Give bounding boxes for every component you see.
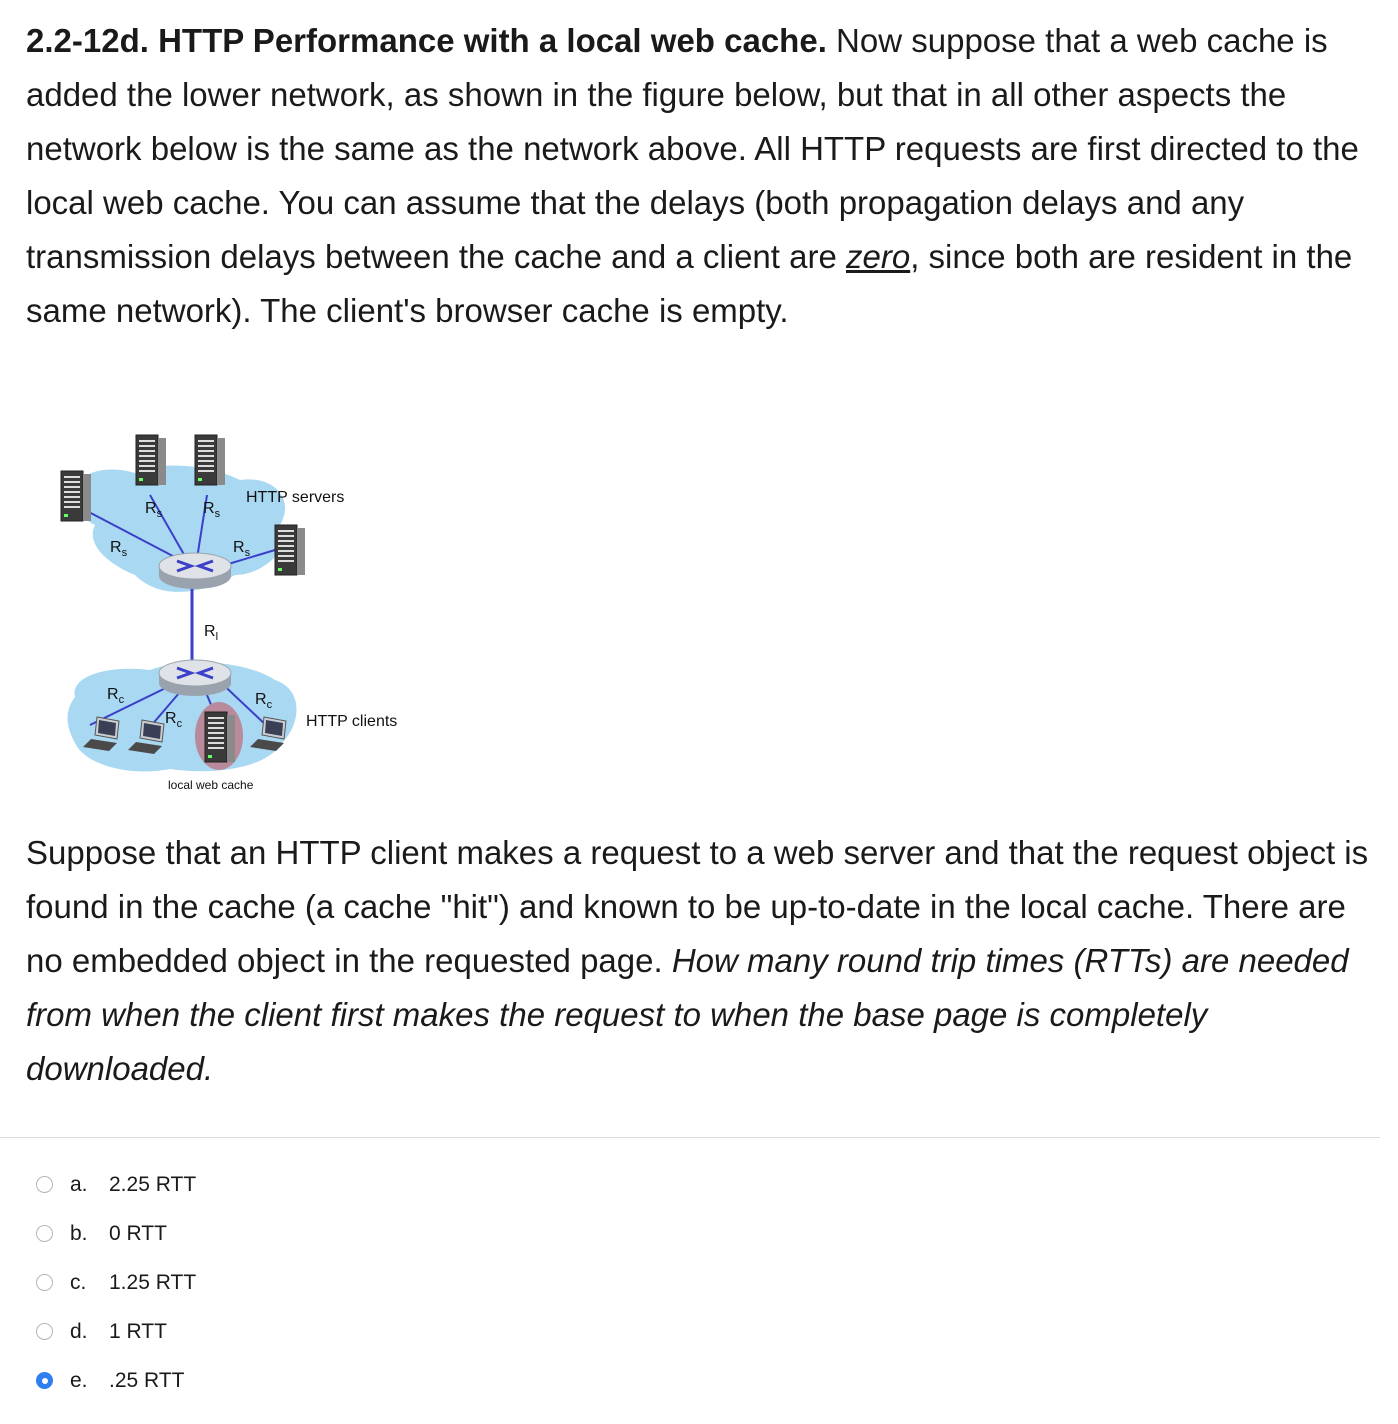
option-d[interactable]: [36, 1307, 196, 1356]
question-body: [26, 826, 1371, 1096]
server-icon: [205, 712, 235, 762]
local-web-cache-label: local web cache: [168, 778, 254, 792]
option-text: 0 RTT: [109, 1221, 167, 1245]
option-text: 1.25 RTT: [109, 1270, 197, 1294]
option-letter: a.: [70, 1172, 88, 1196]
divider: [0, 1137, 1380, 1138]
svg-text:Rs: $R_s$: [233, 539, 251, 559]
svg-text:Rl: $R_l$: [204, 623, 219, 643]
network-figure: [50, 425, 470, 805]
svg-text:Rc: $R_c$: [107, 686, 125, 706]
option-text: 2.25 RTT: [109, 1172, 197, 1196]
rate-label-rl: [204, 623, 218, 643]
question-intro-text: Now suppose that a web cache is added the lower network, as shown in the figure below, but that in all other aspects the network below is the same as the network above. All HTTP requests are first directed to the local web cache. You can assume that the delays (both propagation delays and any transmission delays between the cache and a client are: [26, 22, 1359, 275]
question-intro: [26, 14, 1366, 338]
answer-options: [36, 1160, 196, 1405]
question-intro-text-end: , since both are resident in the same network). The client's browser cache is empty.: [26, 238, 1353, 329]
radio-button[interactable]: [36, 1372, 53, 1389]
router-icon: [159, 660, 231, 696]
option-letter: d.: [70, 1319, 88, 1343]
question-title: HTTP Performance with a local web cache.: [158, 22, 827, 59]
option-a[interactable]: [36, 1160, 196, 1209]
option-c[interactable]: [36, 1258, 196, 1307]
radio-button[interactable]: [36, 1176, 53, 1193]
http-servers-label: HTTP servers: [246, 489, 345, 506]
router-icon: [159, 553, 231, 589]
server-icon: [275, 525, 305, 575]
radio-button[interactable]: [36, 1225, 53, 1242]
option-letter: e.: [70, 1368, 88, 1392]
zero-emphasis: zero: [845, 238, 911, 275]
svg-text:Rs: $R_s$: [203, 500, 221, 520]
question-prompt: How many round trip times (RTTs) are needed from when the client first makes the request to when the base page is completely downloaded.: [26, 942, 1349, 1087]
server-icon: [136, 435, 166, 485]
http-clients-label: HTTP clients: [306, 713, 398, 730]
option-text: .25 RTT: [109, 1368, 185, 1392]
option-e[interactable]: [36, 1356, 196, 1405]
network-diagram: [50, 425, 470, 805]
question-number: 2.2-12d.: [26, 22, 149, 59]
server-icon: [195, 435, 225, 485]
radio-button[interactable]: [36, 1274, 53, 1291]
radio-button[interactable]: [36, 1323, 53, 1340]
svg-text:Rc: $R_c$: [255, 691, 273, 711]
svg-text:Rs: $R_s$: [110, 539, 128, 559]
option-letter: c.: [70, 1270, 87, 1294]
svg-text:Rc: $R_c$: [165, 710, 183, 730]
server-icon: [61, 471, 91, 521]
svg-text:Rs: $R_s$: [145, 500, 163, 520]
option-text: 1 RTT: [109, 1319, 167, 1343]
option-letter: b.: [70, 1221, 88, 1245]
question-body-text: Suppose that an HTTP client makes a request to a web server and that the request object is found in the cache (a cache "hit") and known to be up-to-date in the local cache. There are no embedded object in the requested page.: [26, 834, 1369, 979]
option-b[interactable]: [36, 1209, 196, 1258]
